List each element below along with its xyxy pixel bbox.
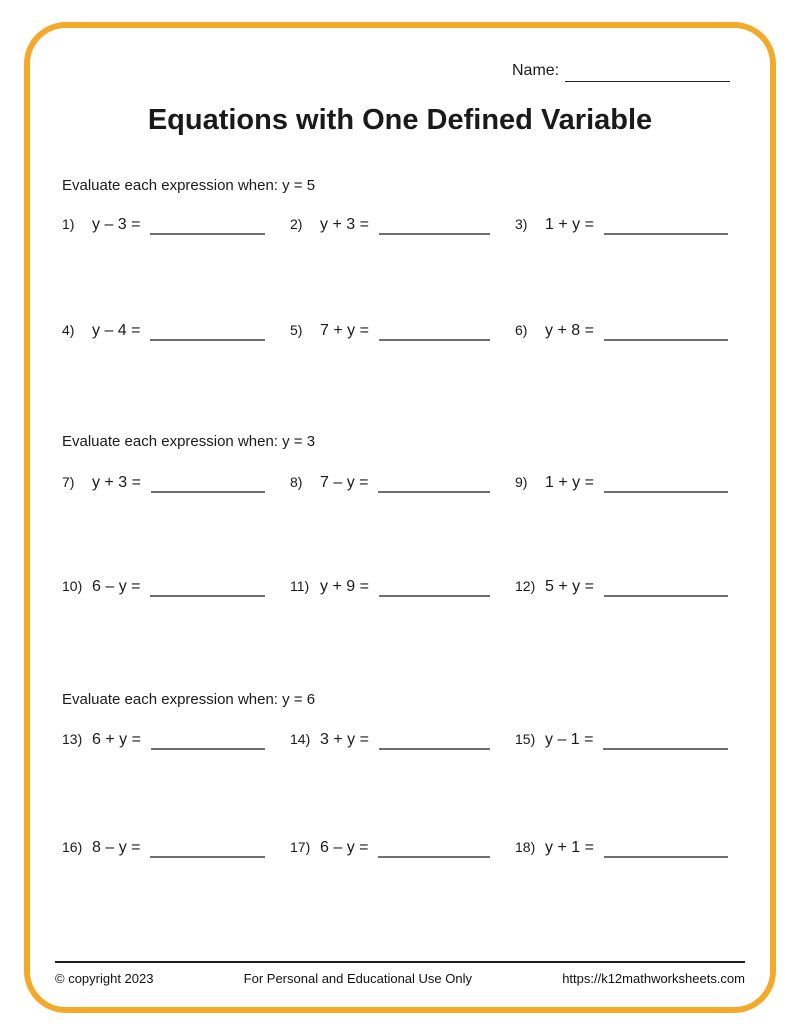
answer-blank-line[interactable] <box>150 317 265 341</box>
answer-blank-line[interactable] <box>150 211 265 235</box>
problem-number: 18) <box>515 839 536 855</box>
problem-expression: 6 – y = <box>320 839 369 856</box>
problem-expression: y + 1 = <box>545 839 594 856</box>
problem-12 <box>515 573 728 597</box>
problem-expression: 7 + y = <box>320 322 369 339</box>
problem-8 <box>290 469 490 493</box>
answer-blank-line[interactable] <box>604 834 728 858</box>
problem-number: 15) <box>515 731 536 747</box>
name-field-row <box>512 58 730 82</box>
name-blank-line[interactable] <box>565 58 730 82</box>
problem-expression: y + 9 = <box>320 578 369 595</box>
problem-4 <box>62 317 265 341</box>
problem-row <box>0 317 800 343</box>
answer-blank-line[interactable] <box>151 726 265 750</box>
problem-3 <box>515 211 728 235</box>
problem-13 <box>62 726 265 750</box>
decorative-border <box>24 22 776 1013</box>
problem-expression: y + 3 = <box>320 216 369 233</box>
answer-blank-line[interactable] <box>604 469 728 493</box>
problem-16 <box>62 834 265 858</box>
problem-number: 8) <box>290 474 303 490</box>
problem-expression: 3 + y = <box>320 731 369 748</box>
problem-5 <box>290 317 490 341</box>
answer-blank-line[interactable] <box>379 726 490 750</box>
problem-number: 16) <box>62 839 83 855</box>
problem-expression: y – 3 = <box>92 216 141 233</box>
problem-number: 3) <box>515 216 528 232</box>
problem-number: 2) <box>290 216 303 232</box>
problem-number: 13) <box>62 731 83 747</box>
name-label: Name: <box>512 62 560 79</box>
answer-blank-line[interactable] <box>378 469 490 493</box>
answer-blank-line[interactable] <box>379 317 490 341</box>
problem-15 <box>515 726 728 750</box>
problem-number: 10) <box>62 578 83 594</box>
section-instruction: Evaluate each expression when: y = 5 <box>62 177 316 194</box>
problem-expression: 6 + y = <box>92 731 141 748</box>
problem-row <box>0 834 800 860</box>
problem-14 <box>290 726 490 750</box>
problem-number: 11) <box>290 578 310 594</box>
problem-expression: 1 + y = <box>545 474 594 491</box>
answer-blank-line[interactable] <box>603 726 728 750</box>
problem-18 <box>515 834 728 858</box>
answer-blank-line[interactable] <box>604 211 728 235</box>
problem-number: 1) <box>62 216 75 232</box>
problem-expression: y – 4 = <box>92 322 141 339</box>
website-link[interactable]: https://k12mathworksheets.com <box>562 971 745 986</box>
problem-number: 4) <box>62 322 75 338</box>
problem-1 <box>62 211 265 235</box>
section-instruction: Evaluate each expression when: y = 6 <box>62 691 316 708</box>
problem-row <box>0 573 800 599</box>
problem-11 <box>290 573 490 597</box>
problem-7 <box>62 469 265 493</box>
footer <box>55 971 745 986</box>
section-instruction: Evaluate each expression when: y = 3 <box>62 433 316 450</box>
answer-blank-line[interactable] <box>150 573 265 597</box>
problem-expression: 1 + y = <box>545 216 594 233</box>
problem-number: 14) <box>290 731 311 747</box>
problem-expression: y – 1 = <box>545 731 594 748</box>
answer-blank-line[interactable] <box>151 469 265 493</box>
problem-row <box>0 211 800 237</box>
problem-number: 7) <box>62 474 75 490</box>
answer-blank-line[interactable] <box>379 211 490 235</box>
copyright-text: © copyright 2023 <box>55 971 154 986</box>
problem-row <box>0 469 800 495</box>
footer-divider <box>55 961 745 963</box>
problem-number: 6) <box>515 322 528 338</box>
answer-blank-line[interactable] <box>604 317 728 341</box>
page-title: Equations with One Defined Variable <box>147 104 653 136</box>
problem-number: 9) <box>515 474 528 490</box>
problem-2 <box>290 211 490 235</box>
problem-row <box>0 726 800 752</box>
answer-blank-line[interactable] <box>604 573 728 597</box>
problem-expression: y + 3 = <box>92 474 141 491</box>
problem-9 <box>515 469 728 493</box>
usage-text: For Personal and Educational Use Only <box>243 971 473 986</box>
problem-number: 5) <box>290 322 303 338</box>
problem-expression: 8 – y = <box>92 839 141 856</box>
problem-expression: 5 + y = <box>545 578 594 595</box>
problem-expression: y + 8 = <box>545 322 594 339</box>
answer-blank-line[interactable] <box>378 834 490 858</box>
problem-number: 17) <box>290 839 311 855</box>
problem-17 <box>290 834 490 858</box>
answer-blank-line[interactable] <box>379 573 490 597</box>
problem-expression: 7 – y = <box>320 474 369 491</box>
problem-number: 12) <box>515 578 536 594</box>
answer-blank-line[interactable] <box>150 834 265 858</box>
problem-10 <box>62 573 265 597</box>
problem-6 <box>515 317 728 341</box>
problem-expression: 6 – y = <box>92 578 141 595</box>
